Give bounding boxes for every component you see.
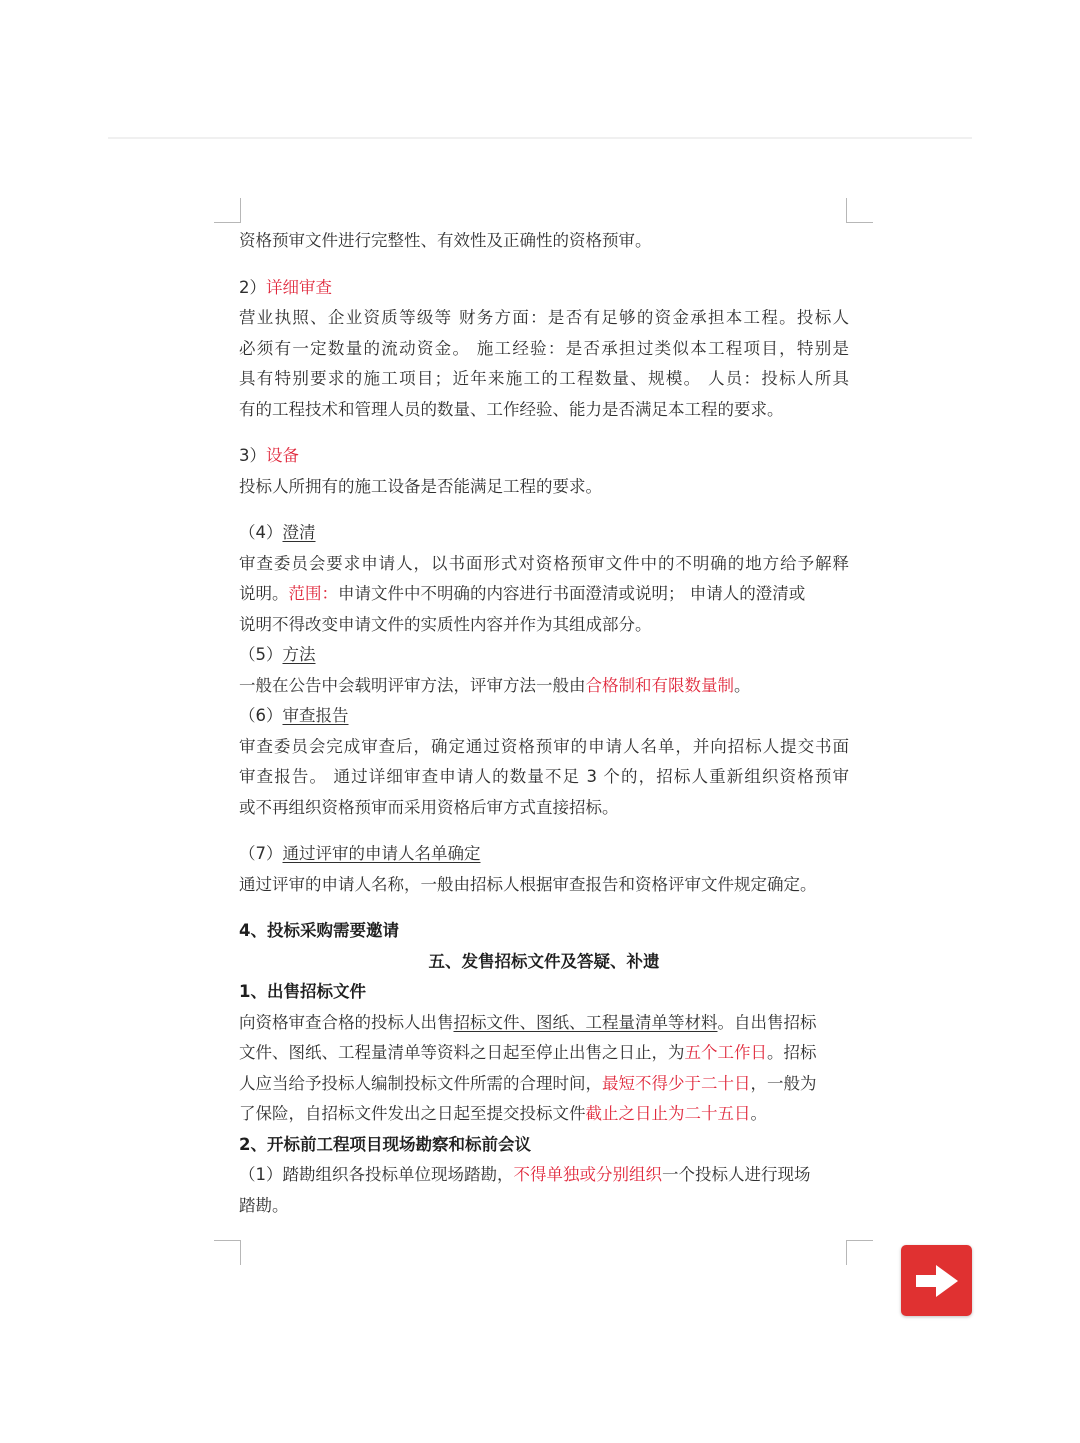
heading-number: （7） xyxy=(239,844,283,863)
paragraph-line xyxy=(239,1099,849,1130)
section-heading-review-report xyxy=(239,701,849,732)
section-heading-equipment xyxy=(239,441,849,472)
heading-title: 设备 xyxy=(266,446,299,465)
section-heading-clarification xyxy=(239,518,849,549)
paragraph-line: 营业执照、企业资质等级等 财务方面：是否有足够的资金承担本工程。投标人 xyxy=(239,308,849,327)
paragraph-line: 踏勘。 xyxy=(239,1195,289,1215)
page-top-divider xyxy=(108,137,972,139)
highlight-text: 五个工作日 xyxy=(684,1043,767,1062)
heading-number: 3） xyxy=(239,446,266,465)
text-run: 申请文件中不明确的内容进行书面澄清或说明； 申请人的澄清或 xyxy=(338,584,806,603)
highlight-text: 范围： xyxy=(288,584,338,603)
highlight-text: 合格制和有限数量制 xyxy=(585,675,734,695)
chapter-heading: 五、发售招标文件及答疑、补遗 xyxy=(428,951,660,971)
paragraph-line: 投标人所拥有的施工设备是否能满足工程的要求。 xyxy=(239,476,602,496)
paragraph-line: 说明不得改变申请文件的实质性内容并作为其组成部分。 xyxy=(239,614,652,634)
underlined-text: 招标文件、图纸、工程量清单等材料 xyxy=(453,1012,718,1032)
crop-mark-top-right xyxy=(846,198,873,223)
next-page-button[interactable] xyxy=(901,1245,972,1316)
section-heading-detail-review xyxy=(239,273,849,304)
text-run: 。 xyxy=(750,1104,767,1123)
text-run: ，一般为 xyxy=(750,1073,817,1093)
highlight-text: 最短不得少于二十日 xyxy=(602,1073,751,1093)
paragraph-line: 具有特别要求的施工项目；近年来施工的工程数量、规模。 人员：投标人所具 xyxy=(239,369,849,388)
paragraph-line xyxy=(239,671,849,702)
heading-title: 通过评审的申请人名单确定 xyxy=(282,844,481,863)
paragraph-line: 或不再组织资格预审而采用资格后审方式直接招标。 xyxy=(239,797,619,817)
heading-title: 方法 xyxy=(282,645,316,664)
section-heading-invitation: 4、投标采购需要邀请 xyxy=(239,921,399,940)
heading-number: （4） xyxy=(239,523,283,542)
heading-title: 详细审查 xyxy=(266,277,332,297)
section-heading-site-visit: 2、开标前工程项目现场勘察和标前会议 xyxy=(239,1134,531,1154)
highlight-text: 截止之日止为二十五日 xyxy=(585,1104,751,1123)
text-run: 向资格审查合格的投标人出售 xyxy=(239,1012,454,1032)
heading-title: 澄清 xyxy=(282,523,316,542)
paragraph-line xyxy=(239,579,849,610)
paragraph-line: 资格预审文件进行完整性、有效性及正确性的资格预审。 xyxy=(239,231,652,250)
section-heading-sale: 1、出售招标文件 xyxy=(239,982,366,1001)
crop-mark-bottom-right xyxy=(846,1240,873,1265)
text-run: 说明。 xyxy=(239,584,289,603)
paragraph-line: 审查报告。 通过详细审查申请人的数量不足 3 个的，招标人重新组织资格预审 xyxy=(239,767,849,786)
heading-title: 审查报告 xyxy=(282,706,349,725)
paragraph-line xyxy=(239,1038,849,1069)
section-heading-approved-list xyxy=(239,839,849,870)
paragraph-line: 审查委员会完成审查后，确定通过资格预审的申请人名单，并向招标人提交书面 xyxy=(239,736,849,756)
crop-mark-bottom-left xyxy=(214,1240,241,1265)
arrow-right-icon xyxy=(914,1262,960,1300)
crop-mark-top-left xyxy=(214,198,241,223)
paragraph-line: 审查委员会要求申请人，以书面形式对资格预审文件中的不明确的地方给予解释 xyxy=(239,553,849,573)
heading-number: （5） xyxy=(239,645,283,664)
text-run: 人应当给予投标人编制投标文件所需的合理时间， xyxy=(239,1073,602,1093)
text-run: （1）踏勘组织各投标单位现场踏勘， xyxy=(239,1165,514,1184)
text-run: 文件、图纸、工程量清单等资料之日起至停止出售之日止，为 xyxy=(239,1043,685,1062)
text-run: 。招标 xyxy=(767,1043,817,1062)
paragraph-line xyxy=(239,1008,849,1039)
paragraph-line: 必须有一定数量的流动资金。 施工经验：是否承担过类似本工程项目，特别是 xyxy=(239,338,849,358)
text-run: 一个投标人进行现场 xyxy=(662,1165,811,1184)
heading-number: （6） xyxy=(239,706,283,725)
text-run: 一般在公告中会载明评审方法，评审方法一般由 xyxy=(239,675,586,695)
paragraph-line xyxy=(239,1069,849,1100)
text-run: 了保险，自招标文件发出之日起至提交投标文件 xyxy=(239,1104,586,1123)
text-run: 。 xyxy=(734,675,751,695)
paragraph-line: 有的工程技术和管理人员的数量、工作经验、能力是否满足本工程的要求。 xyxy=(239,399,784,419)
highlight-text: 不得单独或分别组织 xyxy=(513,1165,662,1184)
section-heading-method xyxy=(239,640,849,671)
paragraph-line: 通过评审的申请人名称，一般由招标人根据审查报告和资格评审文件规定确定。 xyxy=(239,874,817,894)
text-run: 。自出售招标 xyxy=(717,1012,817,1032)
heading-number: 2） xyxy=(239,277,266,297)
paragraph-line xyxy=(239,1160,849,1191)
document-body xyxy=(239,226,849,1221)
